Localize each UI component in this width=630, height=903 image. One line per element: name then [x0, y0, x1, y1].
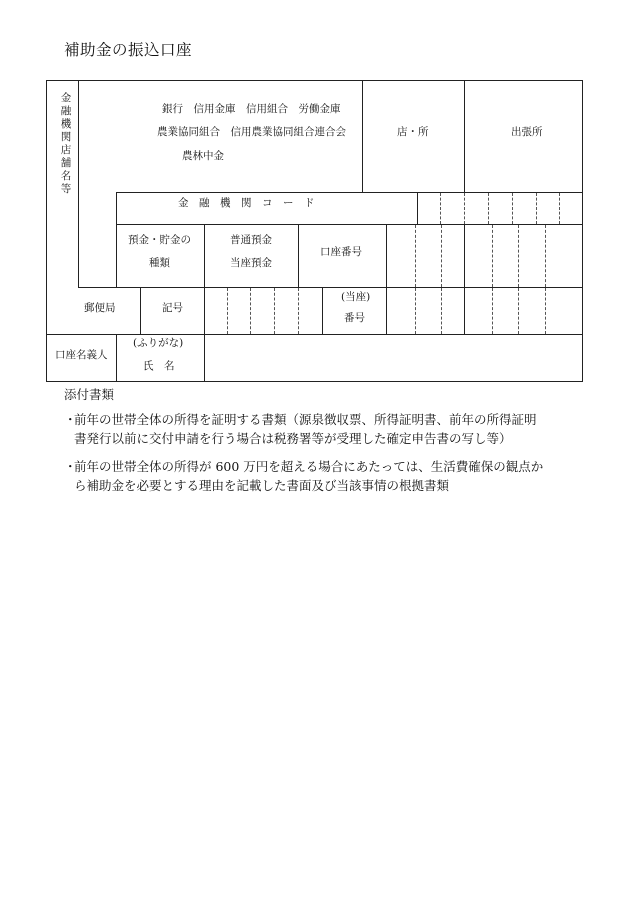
attachment-item: [64, 457, 584, 495]
symbol-label: 記号: [162, 302, 183, 314]
account-holder-label: 口座名義人: [55, 349, 108, 361]
post-office-label: 郵便局: [84, 302, 116, 314]
attachments-heading: 添付書類: [64, 387, 115, 402]
institution-type-line-3: 農林中金: [182, 150, 224, 162]
institution-code-label: 金 融 機 関 コ ー ド: [178, 197, 315, 209]
attachment-text-line: ら補助金を必要とする理由を記載した書面及び当該事情の根拠書類: [74, 478, 450, 493]
outlet-label: 出張所: [511, 126, 543, 138]
attachment-text-line: 前年の世帯全体の所得を証明する書類（源泉徴収票、所得証明書、前年の所得証明: [74, 412, 537, 427]
bullet-mark: ・: [64, 459, 77, 474]
account-number-label: 口座番号: [320, 246, 362, 258]
institution-type-line-2: 農業協同組合 信用農業協同組合連合会: [157, 126, 346, 138]
financial-institution-label: 金融機関店舗名等: [60, 92, 72, 195]
ordinary-deposit-label: 普通預金: [230, 234, 272, 246]
current-deposit-label: 当座預金: [230, 257, 272, 269]
attachment-text-line: 前年の世帯全体の所得が 600 万円を超える場合にあたっては、生活費確保の観点か: [74, 459, 544, 474]
page-title: 補助金の振込口座: [64, 41, 193, 59]
deposit-type-label-line-2: 種類: [149, 257, 170, 269]
branch-label: 店・所: [397, 126, 429, 138]
attachment-text-line: 書発行以前に交付申請を行う場合は税務署等が受理した確定申告書の写し等）: [74, 431, 512, 446]
deposit-type-label-line-1: 預金・貯金の: [128, 234, 191, 246]
number-label: 番号: [344, 312, 365, 324]
institution-type-line-1: 銀行 信用金庫 信用組合 労働金庫: [162, 103, 341, 115]
current-account-label: (当座): [341, 291, 371, 303]
name-label: 氏 名: [143, 360, 175, 372]
attachment-item: [64, 410, 584, 448]
furigana-label: (ふりがな): [133, 337, 184, 349]
bullet-mark: ・: [64, 412, 77, 427]
